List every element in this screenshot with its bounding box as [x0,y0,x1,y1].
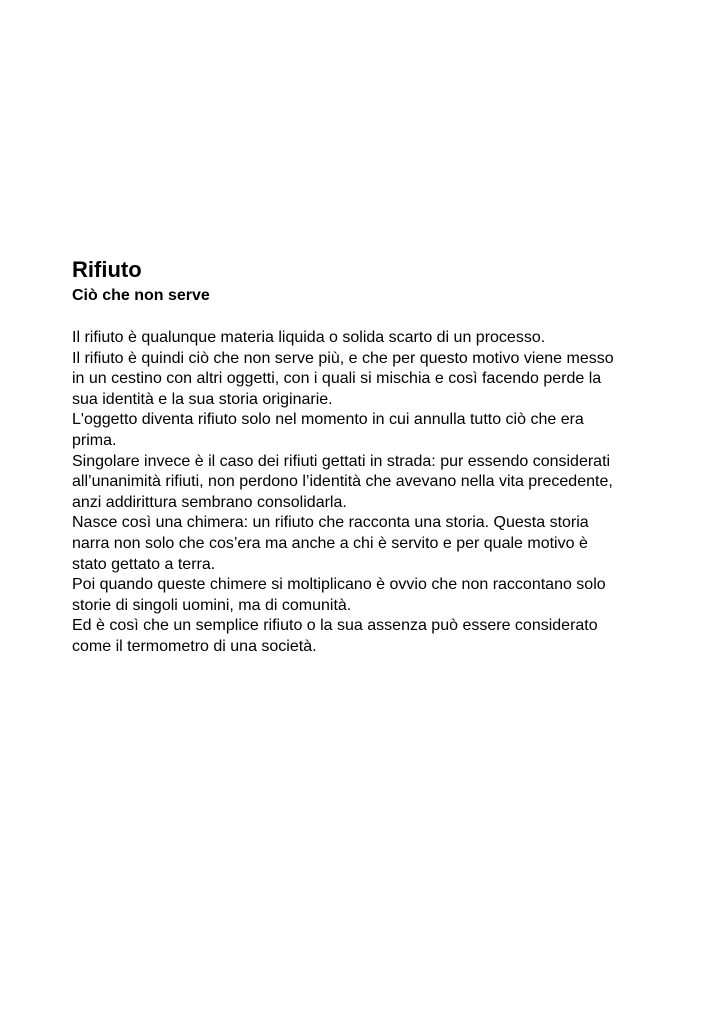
document-subtitle: Ciò che non serve [72,287,210,304]
body-line: Il rifiuto è quindi ciò che non serve più, e che per questo motivo viene messo [72,349,614,367]
document-title: Rifiuto [72,257,142,282]
body-line: L'oggetto diventa rifiuto solo nel momento in cui annulla tutto ciò che era [72,411,584,429]
body-line: Ed è così che un semplice rifiuto o la sua assenza può essere considerato [72,617,598,635]
body-line: Nasce così una chimera: un rifiuto che racconta una storia. Questa storia [72,514,589,532]
body-line: all’unanimità rifiuti, non perdono l’identità che avevano nella vita precedente, [72,473,613,491]
body-line: Il rifiuto è qualunque materia liquida o solida scarto di un processo. [72,329,546,346]
body-line: narra non solo che cos’era ma anche a chi è servito e per quale motivo è [72,534,588,552]
body-line: prima. [72,431,117,449]
body-line: in un cestino con altri oggetti, con i quali si mischia e così facendo perde la [72,370,602,388]
body-line: Poi quando queste chimere si moltiplicano è ovvio che non raccontano solo [72,576,606,594]
document-body [72,328,662,658]
document-content [72,257,662,658]
body-line: stato gettato a terra. [72,555,216,573]
body-line: storie di singoli uomini, ma di comunità. [72,596,352,614]
body-line: come il termometro di una società. [72,637,317,655]
body-line: Singolare invece è il caso dei rifiuti gettati in strada: pur essendo considerati [72,452,611,470]
body-line: anzi addirittura sembrano consolidarla. [72,493,347,511]
body-line: sua identità e la sua storia originarie. [72,390,333,408]
